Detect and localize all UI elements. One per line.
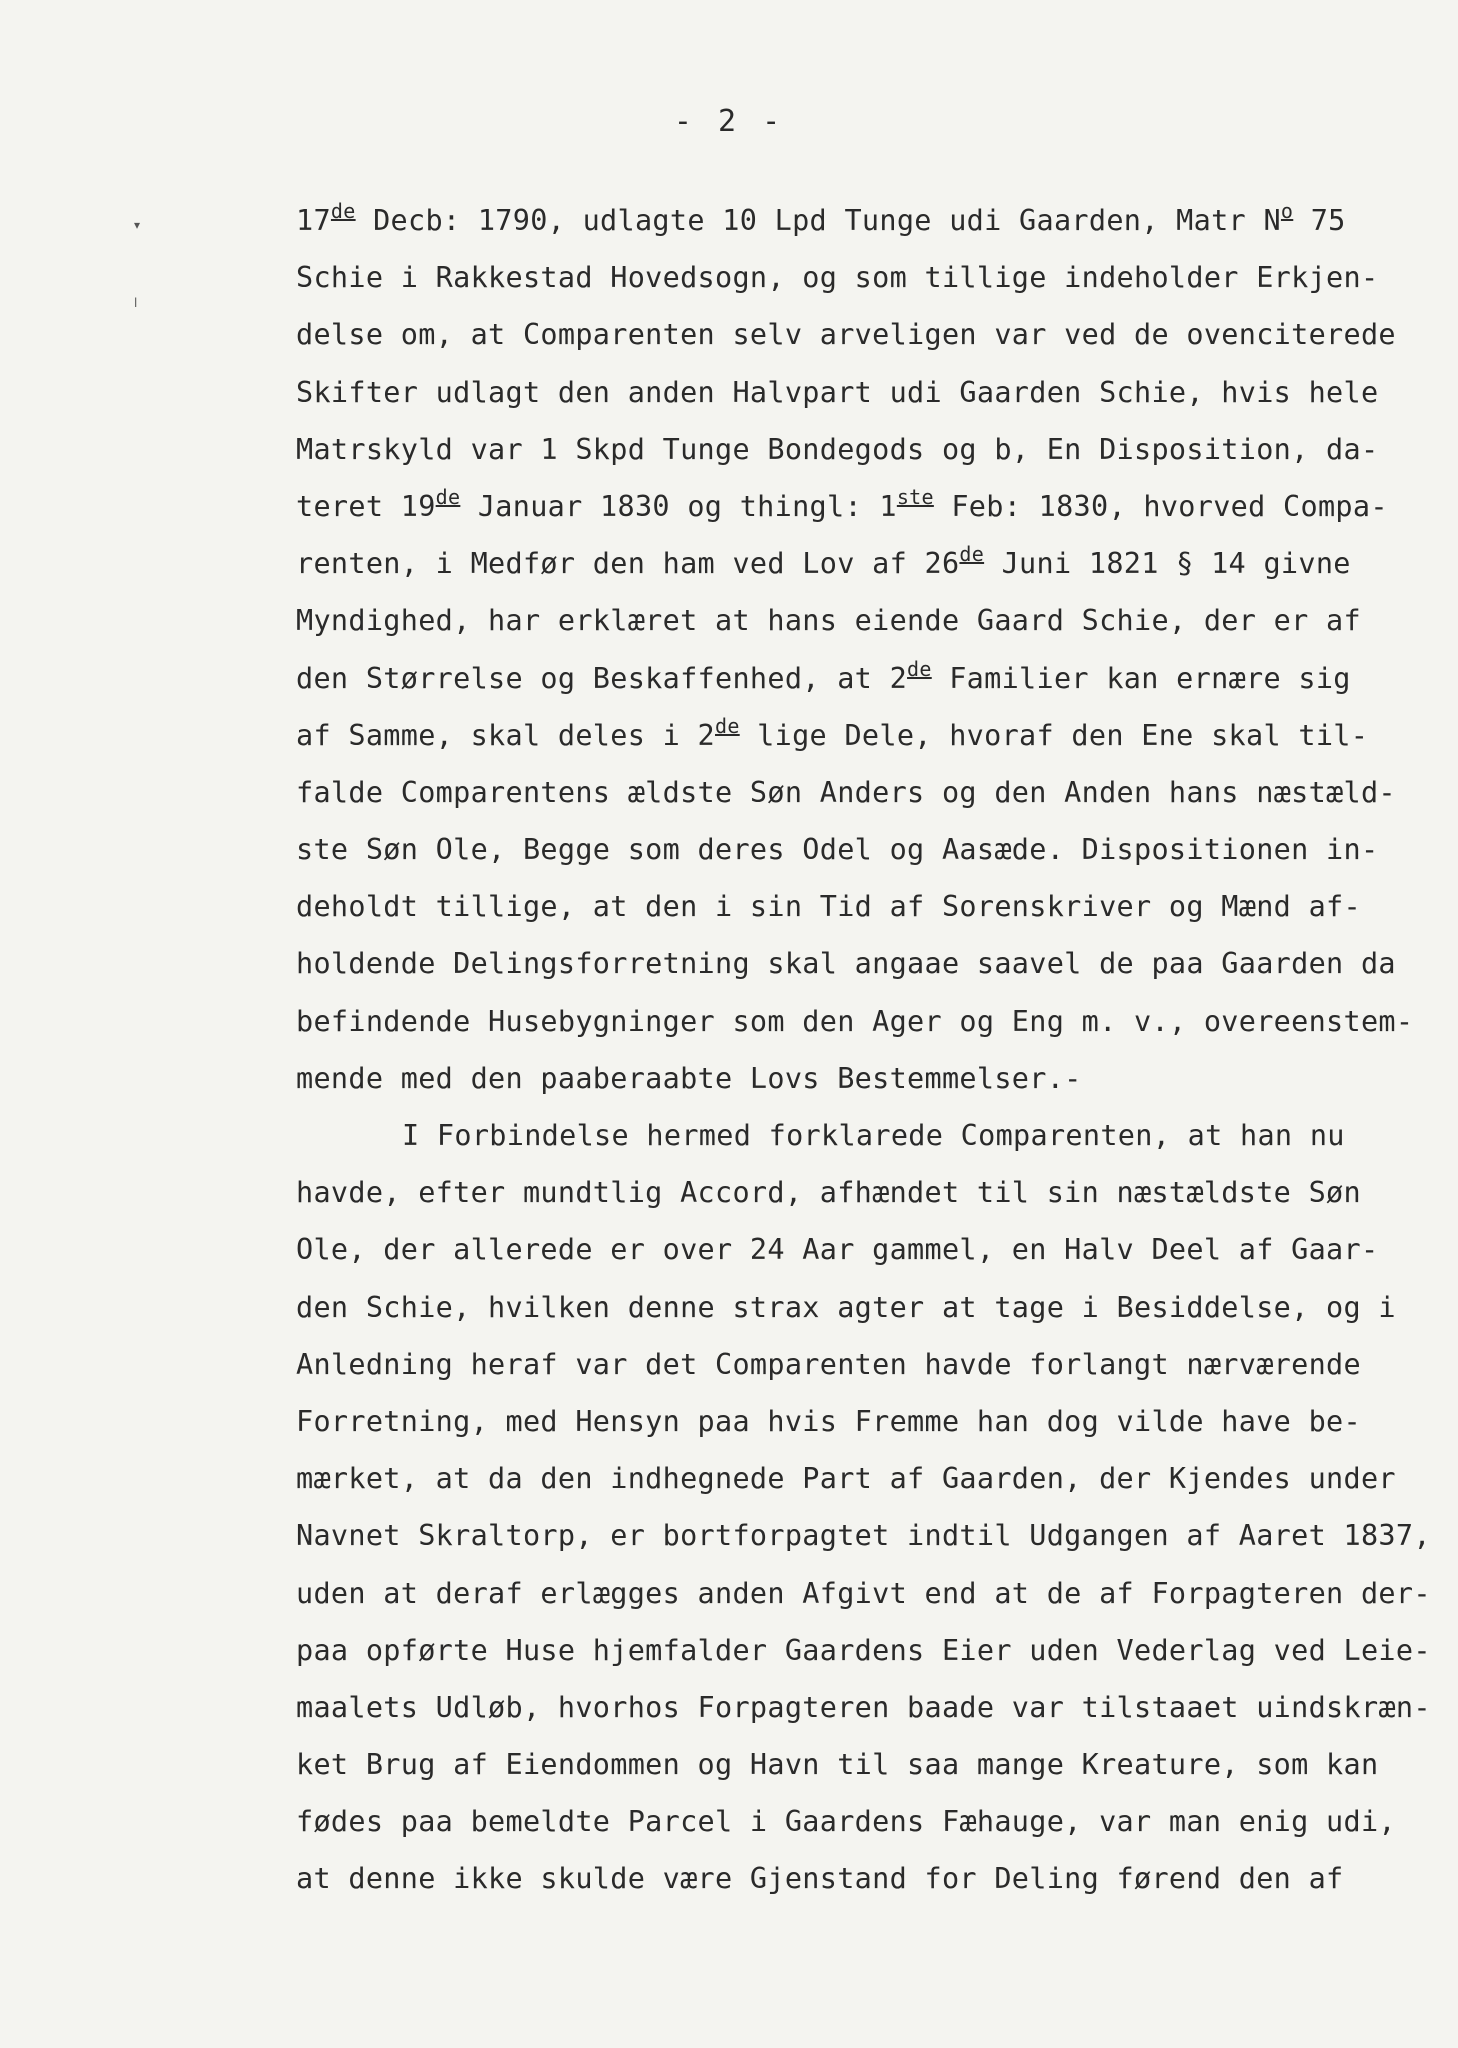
superscript: de	[907, 656, 932, 681]
superscript: ste	[896, 484, 934, 509]
text-segment: paa opførte Huse hjemfalder Gaardens Eier uden Vederlag ved Leie-	[296, 1633, 1431, 1667]
text-segment: mærket, at da den indhegnede Part af Gaarden, der Kjendes under	[296, 1462, 1396, 1496]
text-segment: renten, i Medfør den ham ved Lov af 26	[296, 547, 960, 581]
text-line	[296, 650, 1436, 707]
text-segment: den Størrelse og Beskaffenhed, at 2	[296, 661, 908, 695]
text-segment: mende med den paaberaabte Lovs Bestemmelser.-	[296, 1061, 1082, 1095]
text-line	[296, 1336, 1436, 1393]
text-segment: lige Dele, hvoraf den Ene skal til-	[739, 718, 1369, 752]
text-segment: Forretning, med Hensyn paa hvis Fremme han dog vilde have be-	[296, 1404, 1361, 1438]
text-line	[296, 821, 1436, 878]
text-segment: uden at deraf erlægges anden Afgivt end at de af Forpagteren der-	[296, 1576, 1431, 1610]
text-segment: Ole, der allerede er over 24 Aar gammel, en Halv Deel af Gaar-	[296, 1233, 1379, 1267]
text-line	[296, 1450, 1436, 1507]
text-segment: ket Brug af Eiendommen og Havn til saa mange Kreature, som kan	[296, 1748, 1379, 1782]
text-segment: Familier kan ernære sig	[931, 661, 1351, 695]
superscript: de	[715, 713, 740, 738]
text-line	[296, 993, 1436, 1050]
text-segment: Feb: 1830, hvorved Compa-	[933, 489, 1388, 523]
text-segment: befindende Husebygninger som den Ager og Eng m. v., overeenstem-	[296, 1004, 1414, 1038]
text-line	[296, 306, 1436, 363]
text-segment: fødes paa bemeldte Parcel i Gaardens Fæhauge, var man enig udi,	[296, 1805, 1396, 1839]
margin-mark: ⅼ	[134, 296, 138, 310]
text-line	[296, 764, 1436, 821]
text-segment: Schie i Rakkestad Hovedsogn, og som tillige indeholder Erkjen-	[296, 261, 1379, 295]
text-line	[296, 1393, 1436, 1450]
text-line	[296, 1221, 1436, 1278]
text-segment: Matrskyld var 1 Skpd Tunge Bondegods og b, En Disposition, da-	[296, 432, 1379, 466]
text-segment: deholdt tillige, at den i sin Tid af Sorenskriver og Mænd af-	[296, 890, 1361, 924]
text-segment: ste Søn Ole, Begge som deres Odel og Aasæde. Dispositionen in-	[296, 833, 1379, 867]
text-segment: maalets Udløb, hvorhos Forpagteren baade var tilstaaet uindskræn-	[296, 1690, 1431, 1724]
margin-mark: ▾	[134, 218, 141, 232]
text-line	[296, 478, 1436, 535]
text-line	[296, 1736, 1436, 1793]
superscript: de	[435, 484, 461, 509]
text-segment: Januar 1830 og thingl: 1	[460, 489, 897, 523]
text-segment: Navnet Skraltorp, er bortforpagtet indtil Udgangen af Aaret 1837,	[296, 1519, 1431, 1553]
text-line	[296, 1679, 1436, 1736]
text-segment: 75	[1293, 204, 1346, 237]
text-segment: den Schie, hvilken denne strax agter at tage i Besiddelse, og i	[296, 1290, 1396, 1324]
text-line	[296, 364, 1436, 421]
text-segment: at denne ikke skulde være Gjenstand for Deling førend den af	[296, 1862, 1344, 1896]
text-line	[296, 935, 1436, 992]
body-text	[296, 192, 1436, 1908]
text-line	[296, 1507, 1436, 1564]
text-line	[296, 1279, 1436, 1336]
text-line	[296, 592, 1436, 649]
text-segment: Myndighed, har erklæret at hans eiende Gaard Schie, der er af	[296, 604, 1361, 638]
text-line	[296, 1565, 1436, 1622]
text-line	[296, 1793, 1436, 1850]
text-line	[296, 1622, 1436, 1679]
text-segment: holdende Delingsforretning skal angaae saavel de paa Gaarden da	[296, 947, 1396, 981]
superscript: de	[959, 542, 985, 567]
text-segment: teret 19	[296, 489, 436, 523]
text-segment: Skifter udlagt den anden Halvpart udi Gaarden Schie, hvis hele	[296, 375, 1379, 409]
page-number: - 2 -	[673, 104, 785, 139]
text-segment: Juni 1821 § 14 givne	[984, 547, 1351, 581]
text-segment: af Samme, skal deles i 2	[296, 718, 716, 752]
text-segment: havde, efter mundtlig Accord, afhændet til sin næstældste Søn	[296, 1176, 1361, 1210]
text-line	[296, 1107, 1436, 1164]
text-segment: Anledning heraf var det Comparenten havde forlangt nærværende	[296, 1347, 1361, 1381]
text-segment: I Forbindelse hermed forklarede Comparenten, at han nu	[402, 1119, 1345, 1152]
text-segment: falde Comparentens ældste Søn Anders og den Anden hans næstæld-	[296, 775, 1396, 809]
text-line	[296, 535, 1436, 592]
text-segment: 17	[296, 204, 331, 237]
text-line	[296, 878, 1436, 935]
text-segment: Decb: 1790, udlagte 10 Lpd Tunge udi Gaarden, Matr N	[355, 204, 1281, 237]
text-line	[296, 707, 1436, 764]
superscript: de	[330, 199, 356, 223]
text-line	[296, 1164, 1436, 1221]
text-line	[296, 249, 1436, 306]
text-line	[296, 1050, 1436, 1107]
text-segment: delse om, at Comparenten selv arveligen var ved de ovenciterede	[296, 318, 1396, 352]
text-line	[296, 1850, 1436, 1907]
text-line	[296, 192, 1436, 249]
superscript: o	[1280, 199, 1294, 223]
text-line	[296, 421, 1436, 478]
